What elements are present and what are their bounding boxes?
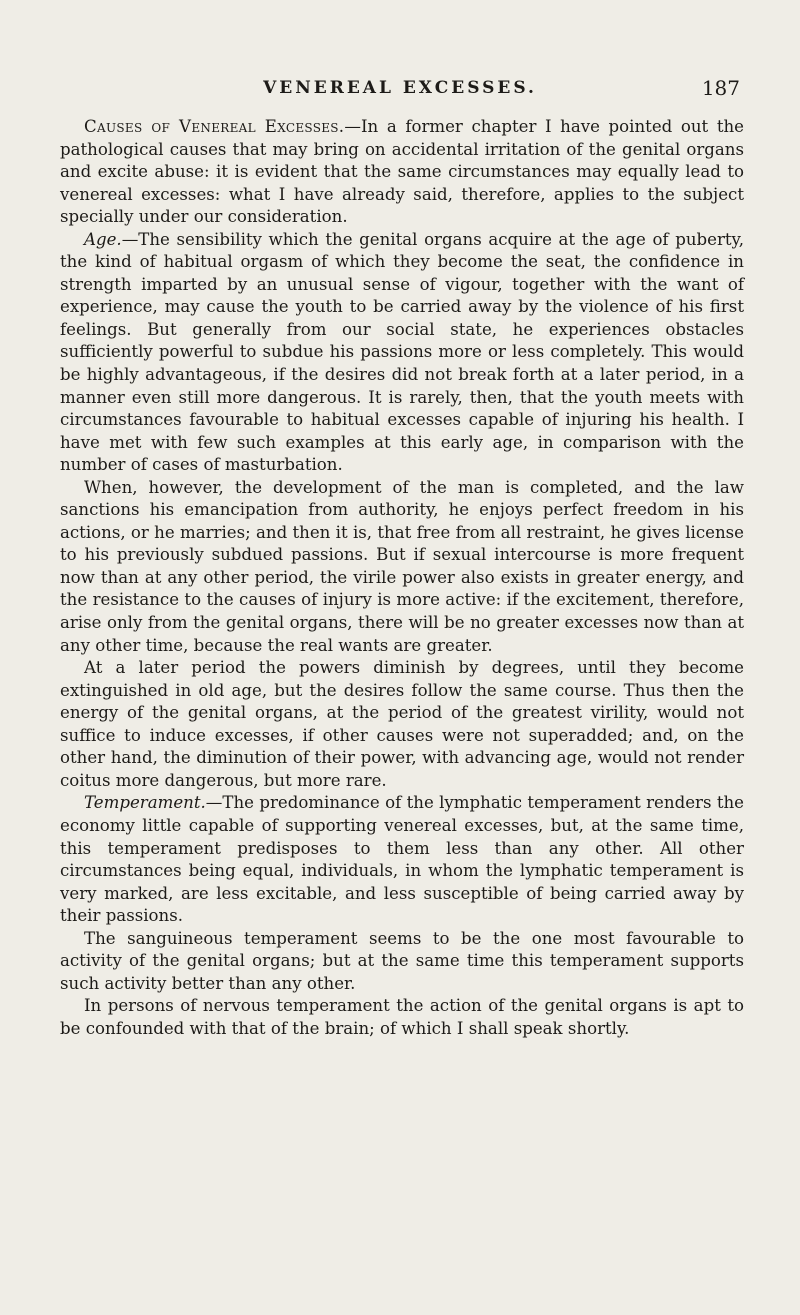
paragraph-later-period: At a later period the powers diminish by degrees, until they become extinguished in old age, but the desires follow the same course. Thus then the energy of the genital organs, at the period of the greatest virility, would not suffice to induce excesses, if other causes were not superadded; and, on the other hand, the diminution of their power, with advancing age, would not render coitus more dangerous, but more rare. [60,658,744,790]
paragraph-text: —In a former chapter I have pointed out the pathological causes that may bring on accidental irritation of the genital organs and excite abuse: it is evident that the same circumstances may equally lead to venereal excesses: what I have already said, therefore, applies to the subject specially under our consideration. [60,117,744,227]
paragraph-sanguineous: The sanguineous temperament seems to be the one most favourable to activity of the genital organs; but at the same time this temperament supports such activity better than any other. [60,928,744,993]
paragraph-text: —The predominance of the lymphatic temperament renders the economy little capable of supporting venereal excesses, but, at the same time, this temperament predisposes to them less than any other. All other circumstances being equal, individuals, in whom the lymphatic temperament is very marked, are less excitable, and less susceptible of being carried away by their passions. [60,793,744,926]
section-heading-temperament: Temperament. [84,793,206,813]
section-heading-age: Age. [84,229,122,249]
paragraph-development: When, however, the development of the man is completed, and the law sanctions his emancipation from authority, he enjoys perfect freedom in his actions, or he marries; and then it is, that free from all restraint, he gives license to his previously subdued passions. But if sexual intercourse is more frequent now than at any other period, the virile power also exists in greater energy, and the resistance to the causes of injury is more active: if the excitement, therefore, arise only from the genital organs, there will be no greater excesses now than at any other time, because the real wants are greater. [60,477,744,655]
section-heading-causes: Causes of Venereal Excesses. [84,117,345,136]
paragraph-temperament [60,792,744,927]
running-title: VENEREAL EXCESSES. [263,78,537,98]
paragraph-causes [60,116,744,229]
paragraph-text: —The sensibility which the genital organs acquire at the age of puberty, the kind of habitual orgasm of which they become the seat, the confidence in strength imparted by an unusual sense of vigour, together with the want of experience, may cause the youth to be carried away by the violence of his first feelings. But generally from our social state, he experiences obstacles sufficiently powerful to subdue his passions more or less completely. This would be highly advantageous, if the desires did not break forth at a later period, in a manner even still more dangerous. It is rarely, then, that the youth meets with circumstances favourable to habitual excesses capable of injuring his health. I have met with few such examples at this early age, in comparison with the number of cases of masturbation. [60,229,744,475]
body-text [60,116,744,1040]
paragraph-age [60,229,744,477]
page-header [60,78,740,104]
paragraph-nervous: In persons of nervous temperament the action of the genital organs is apt to be confounded with that of the brain; of which I shall speak shortly. [60,996,744,1038]
page-number: 187 [701,76,740,100]
